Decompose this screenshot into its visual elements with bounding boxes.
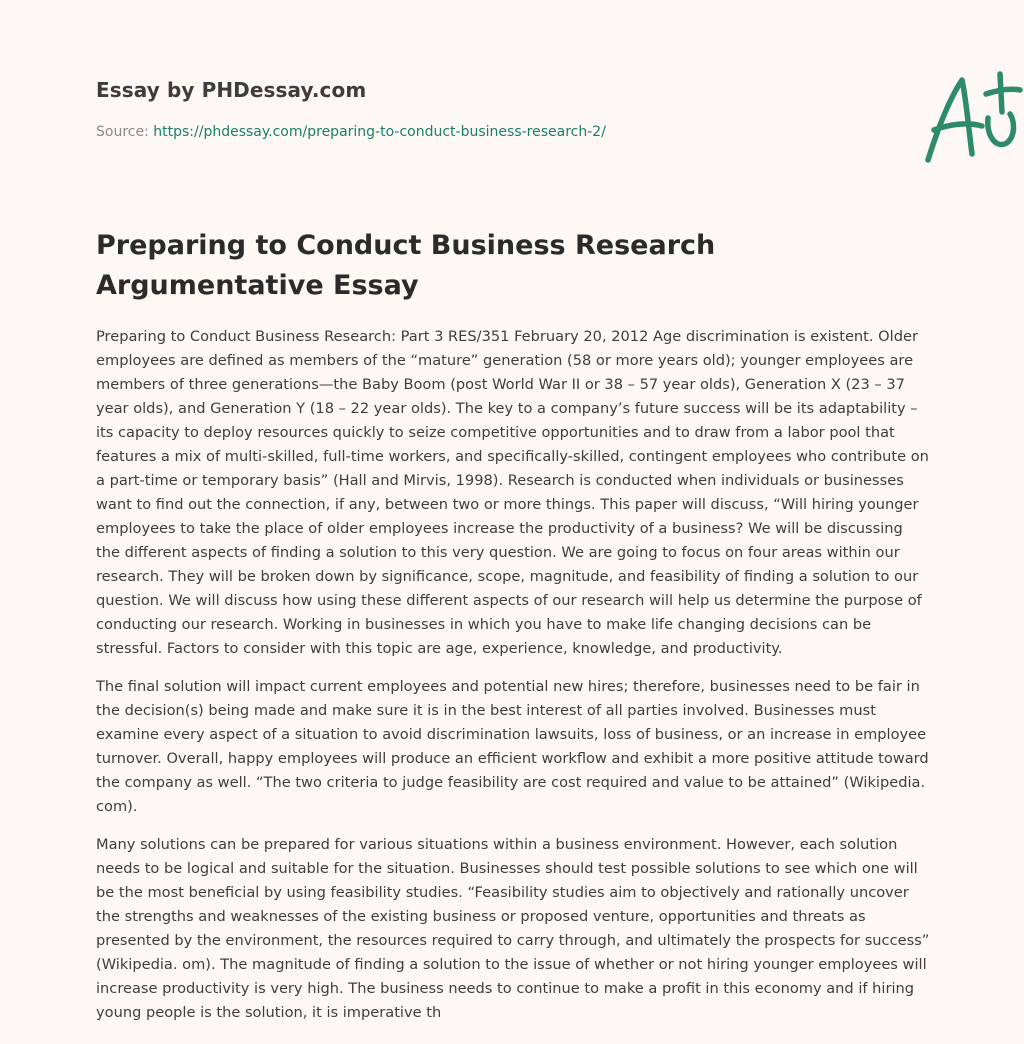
paragraph: The final solution will impact current employees and potential new hires; therefore, businesses need to be fair in the decision(s) being made and make sure it is in the best interest of all parties involved. Businesses must examine every aspect of a situation to avoid discrimination lawsuits, loss of business, or an increase in employee turnover. Overall, happy employees will produce an efficient workflow and exhibit a more positive attitude toward the company as well. “The two criteria to judge feasibility are cost required and value to be attained” (Wikipedia. com). [96, 678, 929, 815]
article-title: Preparing to Conduct Business Research Argumentative Essay [96, 230, 716, 301]
site-brand: Essay by PHDessay.com [96, 78, 367, 102]
a-plus-logo-icon [916, 68, 1024, 168]
article-body [96, 325, 930, 1039]
source-line [96, 124, 606, 140]
source-label: Source: [96, 124, 149, 140]
paragraph: Preparing to Conduct Business Research: Part 3 RES/351 February 20, 2012 Age discrimination is existent. Older employees are defined as members of the “mature” generation (58 or more years old); younger employees are members of three generations—the Baby Boom (post World War II or 38 – 57 year olds), Generation X (23 – 37 year olds), and Generation Y (18 – 22 year olds). The key to a company’s future success will be its adaptability – its capacity to deploy resources quickly to seize competitive opportunities and to draw from a labor pool that features a mix of multi-skilled, full-time workers, and specifically-skilled, contingent employees who contribute on a part-time or temporary basis” (Hall and Mirvis, 1998). Research is conducted when individuals or businesses want to find out the connection, if any, between two or more things. This paper will discuss, “Will hiring younger employees to take the place of older employees increase the productivity of a business? We will be discussing the different aspects of finding a solution to this very question. We are going to focus on four areas within our research. They will be broken down by significance, scope, magnitude, and feasibility of finding a solution to our question. We will discuss how using these different aspects of our research will help us determine the purpose of conducting our research. Working in businesses in which you have to make life changing decisions can be stressful. Factors to consider with this topic are age, experience, knowledge, and productivity. [96, 328, 929, 657]
source-link[interactable]: https://phdessay.com/preparing-to-conduct-business-research-2/ [153, 124, 606, 140]
paragraph: Many solutions can be prepared for various situations within a business environment. However, each solution needs to be logical and suitable for the situation. Businesses should test possible solutions to see which one will be the most beneficial by using feasibility studies. “Feasibility studies aim to objectively and rationally uncover the strengths and weaknesses of the existing business or proposed venture, opportunities and threats as presented by the environment, the resources required to carry through, and ultimately the prospects for success” (Wikipedia. om). The magnitude of finding a solution to the issue of whether or not hiring younger employees will increase productivity is very high. The business needs to continue to make a profit in this economy and if hiring young people is the solution, it is imperative th [96, 836, 930, 1021]
